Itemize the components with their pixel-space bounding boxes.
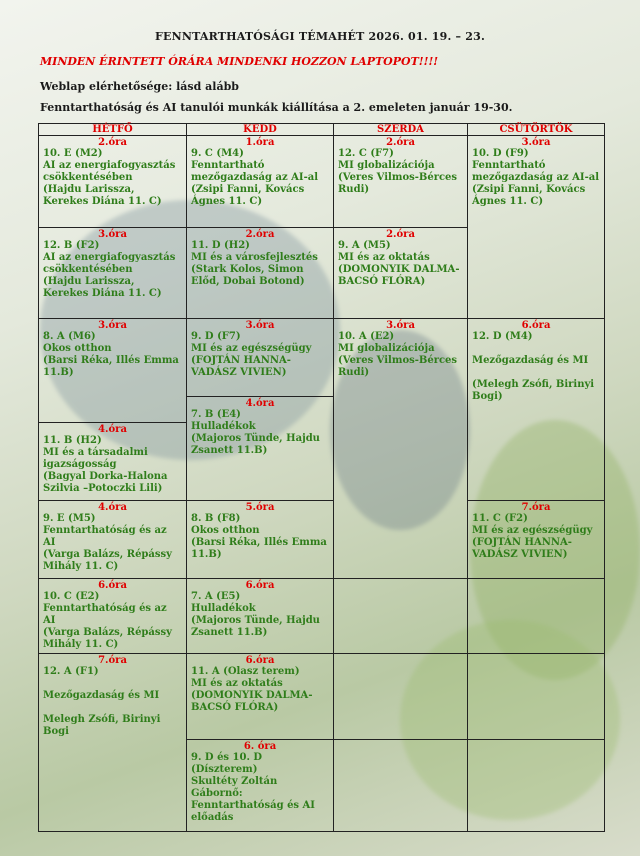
empty-cell <box>334 740 468 832</box>
session-cell: 4.óra 9. E (M5) Fenntarthatóság és az AI (Varga Balázs, Répássy Mihály 11. C) <box>39 501 187 579</box>
session-cell: 7.óra 12. A (F1) Mezőgazdaság és MI Melegh Zsófi, Birinyi Bogi <box>39 654 187 832</box>
page-title: FENNTARTHATÓSÁGI TÉMAHÉT 2026. 01. 19. – 23. <box>154 30 486 43</box>
session-cell: 6. óra 9. D és 10. D (Díszterem) Skultéty Zoltán Gábornő: Fenntarthatóság és AI előadás <box>187 740 334 832</box>
day-header: HÉTFŐ <box>39 124 187 136</box>
schedule-table <box>38 123 605 832</box>
session-cell: 2.óra 11. D (H2) MI és a városfejlesztés (Stark Kolos, Simon Előd, Dobai Botond) <box>187 228 334 319</box>
session-cell: 6.óra 11. A (Olasz terem) MI és az oktatás (DOMONYIK DALMA-BACSÓ FLÓRA) <box>187 654 334 740</box>
session-cell: 6.óra 10. C (E2) Fenntarthatóság és az AI (Varga Balázs, Répássy Mihály 11. C) <box>39 579 187 654</box>
empty-cell <box>468 654 605 740</box>
day-header-row <box>39 124 605 136</box>
session-cell: 3.óra 8. A (M6) Okos otthon (Barsi Réka, Illés Emma 11.B) <box>39 319 187 423</box>
session-cell: 1.óra 9. C (M4) Fenntartható mezőgazdaság az AI-al (Zsipi Fanni, Kovács Ágnes 11. C) <box>187 136 334 228</box>
day-header: CSÜTÖRTÖK <box>468 124 605 136</box>
session-cell: 3.óra 10. D (F9) Fenntartható mezőgazdaság az AI-al (Zsipi Fanni, Kovács Ágnes 11. C) <box>468 136 605 319</box>
empty-cell <box>334 579 468 654</box>
session-cell: 3.óra 9. D (F7) MI és az egészségügy (FOJTÁN HANNA-VADÁSZ VIVIEN) <box>187 319 334 397</box>
session-cell: 5.óra 8. B (F8) Okos otthon (Barsi Réka, Illés Emma 11.B) <box>187 501 334 579</box>
empty-cell <box>468 579 605 654</box>
session-cell: 3.óra 12. B (F2) AI az energiafogyasztás csökkentésében (Hajdu Larissza, Kerekes Diána 11. C) <box>39 228 187 319</box>
session-cell: 2.óra 10. E (M2) AI az energiafogyasztás csökkentésében (Hajdu Larissza, Kerekes Diána 11. C) <box>39 136 187 228</box>
empty-cell <box>334 654 468 740</box>
session-cell: 2.óra 9. A (M5) MI és az oktatás (DOMONYIK DALMA-BACSÓ FLÓRA) <box>334 228 468 319</box>
session-cell: 3.óra 10. A (E2) MI globalizációja (Veres Vilmos-Bérces Rudi) <box>334 319 468 579</box>
day-header: KEDD <box>187 124 334 136</box>
exhibition-note: Fenntarthatóság és AI tanulói munkák kiállítása a 2. emeleten január 19-30. <box>40 101 513 114</box>
session-cell: 6.óra 7. A (E5) Hulladékok (Majoros Tünde, Hajdu Zsanett 11.B) <box>187 579 334 654</box>
session-cell: 7.óra 11. C (F2) MI és az egészségügy (FOJTÁN HANNA-VADÁSZ VIVIEN) <box>468 501 605 579</box>
session-cell: 2.óra 12. C (F7) MI globalizációja (Veres Vilmos-Bérces Rudi) <box>334 136 468 228</box>
session-cell: 6.óra 12. D (M4) Mezőgazdaság és MI (Melegh Zsófi, Birinyi Bogi) <box>468 319 605 501</box>
laptop-warning: MINDEN ÉRINTETT ÓRÁRA MINDENKI HOZZON LAPTOPOT!!!! <box>40 55 439 68</box>
website-note: Weblap elérhetősége: lásd alább <box>40 80 239 93</box>
day-header: SZERDA <box>334 124 468 136</box>
session-cell: 4.óra 7. B (E4) Hulladékok (Majoros Tünde, Hajdu Zsanett 11.B) <box>187 397 334 501</box>
empty-cell <box>468 740 605 832</box>
session-cell: 4.óra 11. B (H2) MI és a társadalmi igazságosság (Bagyal Dorka-Halona Szilvia –Potoczki Lili) <box>39 423 187 501</box>
